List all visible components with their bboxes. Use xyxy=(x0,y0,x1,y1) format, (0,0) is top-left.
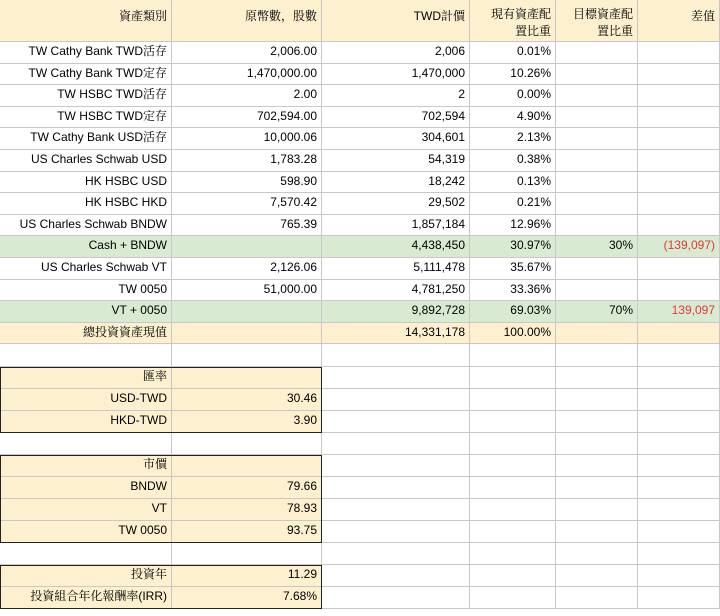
cell-twd[interactable]: 1,857,184 xyxy=(322,215,470,236)
block-label[interactable]: BNDW xyxy=(0,477,172,499)
header-twd: TWD計價 xyxy=(322,0,470,42)
cell-name[interactable]: HK HSBC USD xyxy=(0,172,172,193)
cell-twd[interactable]: 29,502 xyxy=(322,193,470,215)
empty-cell[interactable] xyxy=(638,477,720,499)
cell-twd[interactable]: 9,892,728 xyxy=(322,301,470,323)
header-target-weight xyxy=(556,0,638,42)
empty-cell[interactable] xyxy=(470,367,556,389)
empty-cell[interactable] xyxy=(322,455,470,477)
cell-pct[interactable]: 10.26% xyxy=(470,64,556,85)
cell-name[interactable]: TW HSBC TWD定存 xyxy=(0,107,172,128)
cell-pct[interactable]: 0.01% xyxy=(470,42,556,64)
block-label[interactable]: TW 0050 xyxy=(0,521,172,543)
block-label[interactable]: VT xyxy=(0,499,172,521)
block-title-value[interactable] xyxy=(172,455,322,477)
block-title[interactable]: 市價 xyxy=(0,455,172,477)
cell-target[interactable]: 70% xyxy=(556,301,638,323)
cell-diff[interactable] xyxy=(638,42,720,64)
cell-amount[interactable] xyxy=(172,301,322,323)
cell-amount[interactable]: 765.39 xyxy=(172,215,322,236)
cell-diff[interactable] xyxy=(638,258,720,280)
cell-name[interactable]: US Charles Schwab VT xyxy=(0,258,172,280)
empty-cell[interactable] xyxy=(470,521,556,543)
block-label[interactable]: HKD-TWD xyxy=(0,411,172,433)
empty-cell[interactable] xyxy=(470,433,556,455)
empty-cell[interactable] xyxy=(556,367,638,389)
empty-cell[interactable] xyxy=(0,543,172,565)
cell-target[interactable] xyxy=(556,42,638,64)
cell-pct[interactable]: 0.13% xyxy=(470,172,556,193)
empty-cell[interactable] xyxy=(470,543,556,565)
block-title[interactable]: 匯率 xyxy=(0,367,172,389)
cell-amount[interactable]: 1,470,000.00 xyxy=(172,64,322,85)
block-label[interactable]: 投資組合年化報酬率(IRR) xyxy=(0,587,172,609)
empty-cell[interactable] xyxy=(322,543,470,565)
cell-diff[interactable] xyxy=(638,193,720,215)
empty-cell[interactable] xyxy=(638,587,720,609)
cell-diff[interactable] xyxy=(638,64,720,85)
empty-cell[interactable] xyxy=(638,455,720,477)
cell-name[interactable]: Cash + BNDW xyxy=(0,236,172,258)
cell-name[interactable]: TW HSBC TWD活存 xyxy=(0,85,172,107)
empty-cell[interactable] xyxy=(322,499,470,521)
cell-pct[interactable]: 4.90% xyxy=(470,107,556,128)
block-value[interactable]: 7.68% xyxy=(172,587,322,609)
cell-target[interactable] xyxy=(556,107,638,128)
empty-cell[interactable] xyxy=(556,543,638,565)
empty-cell[interactable] xyxy=(322,521,470,543)
cell-target[interactable] xyxy=(556,193,638,215)
cell-pct[interactable]: 0.38% xyxy=(470,150,556,172)
cell-twd[interactable]: 5,111,478 xyxy=(322,258,470,280)
cell-diff[interactable] xyxy=(638,128,720,150)
empty-cell[interactable] xyxy=(556,477,638,499)
cell-twd[interactable]: 54,319 xyxy=(322,150,470,172)
empty-cell[interactable] xyxy=(638,543,720,565)
cell-amount[interactable]: 1,783.28 xyxy=(172,150,322,172)
cell-twd[interactable]: 2 xyxy=(322,85,470,107)
cell-diff[interactable] xyxy=(638,85,720,107)
cell-diff[interactable] xyxy=(638,323,720,344)
cell-pct[interactable]: 30.97% xyxy=(470,236,556,258)
cell-pct[interactable]: 0.00% xyxy=(470,85,556,107)
header-amount: 原幣數，股數 xyxy=(172,0,322,42)
cell-twd[interactable]: 4,438,450 xyxy=(322,236,470,258)
cell-target[interactable] xyxy=(556,64,638,85)
cell-twd[interactable]: 2,006 xyxy=(322,42,470,64)
empty-cell[interactable] xyxy=(638,389,720,411)
cell-twd[interactable]: 18,242 xyxy=(322,172,470,193)
empty-cell[interactable] xyxy=(322,433,470,455)
cell-name[interactable]: US Charles Schwab USD xyxy=(0,150,172,172)
empty-cell[interactable] xyxy=(322,587,470,609)
cell-pct[interactable]: 69.03% xyxy=(470,301,556,323)
empty-cell[interactable] xyxy=(556,499,638,521)
empty-cell[interactable] xyxy=(470,499,556,521)
empty-cell[interactable] xyxy=(172,543,322,565)
cell-twd[interactable]: 4,781,250 xyxy=(322,280,470,301)
header-current-weight xyxy=(470,0,556,42)
empty-cell[interactable] xyxy=(638,565,720,587)
cell-diff[interactable] xyxy=(638,215,720,236)
header-current-weight-line2: 置比重 xyxy=(514,24,551,38)
empty-cell[interactable] xyxy=(638,499,720,521)
empty-cell[interactable] xyxy=(556,433,638,455)
cell-target[interactable]: 30% xyxy=(556,236,638,258)
cell-target[interactable] xyxy=(556,280,638,301)
cell-pct[interactable]: 0.21% xyxy=(470,193,556,215)
cell-name[interactable]: TW 0050 xyxy=(0,280,172,301)
header-current-weight-line1: 現有資產配 xyxy=(490,7,551,21)
empty-cell[interactable] xyxy=(556,565,638,587)
cell-amount[interactable]: 2,006.00 xyxy=(172,42,322,64)
cell-diff[interactable] xyxy=(638,150,720,172)
cell-amount[interactable]: 2,126.06 xyxy=(172,258,322,280)
cell-pct[interactable]: 35.67% xyxy=(470,258,556,280)
cell-target[interactable] xyxy=(556,150,638,172)
cell-twd[interactable]: 14,331,178 xyxy=(322,323,470,344)
cell-name[interactable]: 總投資資產現值 xyxy=(0,323,172,344)
cell-target[interactable] xyxy=(556,128,638,150)
cell-diff[interactable] xyxy=(638,280,720,301)
header-category: 資產類別 xyxy=(0,0,172,42)
empty-cell[interactable] xyxy=(322,565,470,587)
empty-cell[interactable] xyxy=(638,411,720,433)
empty-cell[interactable] xyxy=(322,367,470,389)
empty-cell[interactable] xyxy=(638,367,720,389)
cell-name[interactable]: US Charles Schwab BNDW xyxy=(0,215,172,236)
empty-cell[interactable] xyxy=(470,389,556,411)
cell-diff[interactable]: (139,097) xyxy=(638,236,720,258)
cell-amount[interactable]: 51,000.00 xyxy=(172,280,322,301)
cell-amount[interactable]: 598.90 xyxy=(172,172,322,193)
empty-cell[interactable] xyxy=(556,344,638,367)
cell-diff[interactable]: 139,097 xyxy=(638,301,720,323)
cell-target[interactable] xyxy=(556,85,638,107)
header-target-weight-line2: 置比重 xyxy=(596,24,633,38)
block-value[interactable]: 30.46 xyxy=(172,389,322,411)
empty-cell[interactable] xyxy=(638,521,720,543)
cell-target[interactable] xyxy=(556,172,638,193)
empty-cell[interactable] xyxy=(638,433,720,455)
block-value[interactable]: 78.93 xyxy=(172,499,322,521)
cell-amount[interactable] xyxy=(172,323,322,344)
cell-pct[interactable]: 12.96% xyxy=(470,215,556,236)
cell-target[interactable] xyxy=(556,258,638,280)
empty-cell[interactable] xyxy=(556,587,638,609)
cell-amount[interactable]: 7,570.42 xyxy=(172,193,322,215)
empty-cell[interactable] xyxy=(638,344,720,367)
empty-cell[interactable] xyxy=(556,411,638,433)
cell-target[interactable] xyxy=(556,323,638,344)
cell-amount[interactable]: 2.00 xyxy=(172,85,322,107)
cell-name[interactable]: HK HSBC HKD xyxy=(0,193,172,215)
block-label[interactable]: 投資年 xyxy=(0,565,172,587)
empty-cell[interactable] xyxy=(556,521,638,543)
empty-cell[interactable] xyxy=(556,389,638,411)
empty-cell[interactable] xyxy=(0,433,172,455)
empty-cell[interactable] xyxy=(322,477,470,499)
cell-name[interactable]: TW Cathy Bank TWD定存 xyxy=(0,64,172,85)
block-value[interactable]: 79.66 xyxy=(172,477,322,499)
block-value[interactable]: 93.75 xyxy=(172,521,322,543)
cell-name[interactable]: TW Cathy Bank USD活存 xyxy=(0,128,172,150)
cell-diff[interactable] xyxy=(638,172,720,193)
empty-cell[interactable] xyxy=(322,389,470,411)
empty-cell[interactable] xyxy=(470,344,556,367)
cell-name[interactable]: VT + 0050 xyxy=(0,301,172,323)
empty-cell[interactable] xyxy=(556,455,638,477)
empty-cell[interactable] xyxy=(322,411,470,433)
empty-cell[interactable] xyxy=(470,587,556,609)
empty-cell[interactable] xyxy=(470,565,556,587)
header-target-weight-line1: 目標資產配 xyxy=(572,7,633,21)
cell-amount[interactable]: 10,000.06 xyxy=(172,128,322,150)
empty-cell[interactable] xyxy=(470,455,556,477)
empty-cell[interactable] xyxy=(470,477,556,499)
empty-cell[interactable] xyxy=(470,411,556,433)
cell-name[interactable]: TW Cathy Bank TWD活存 xyxy=(0,42,172,64)
cell-target[interactable] xyxy=(556,215,638,236)
cell-diff[interactable] xyxy=(638,107,720,128)
empty-cell[interactable] xyxy=(322,344,470,367)
cell-twd[interactable]: 702,594 xyxy=(322,107,470,128)
empty-cell[interactable] xyxy=(0,344,172,367)
cell-pct[interactable]: 100.00% xyxy=(470,323,556,344)
cell-twd[interactable]: 304,601 xyxy=(322,128,470,150)
cell-amount[interactable]: 702,594.00 xyxy=(172,107,322,128)
block-title-value[interactable] xyxy=(172,367,322,389)
block-label[interactable]: USD-TWD xyxy=(0,389,172,411)
cell-pct[interactable]: 2.13% xyxy=(470,128,556,150)
empty-cell[interactable] xyxy=(172,344,322,367)
cell-amount[interactable] xyxy=(172,236,322,258)
block-value[interactable]: 3.90 xyxy=(172,411,322,433)
header-diff: 差值 xyxy=(638,0,720,42)
cell-twd[interactable]: 1,470,000 xyxy=(322,64,470,85)
block-value[interactable]: 11.29 xyxy=(172,565,322,587)
empty-cell[interactable] xyxy=(172,433,322,455)
cell-pct[interactable]: 33.36% xyxy=(470,280,556,301)
